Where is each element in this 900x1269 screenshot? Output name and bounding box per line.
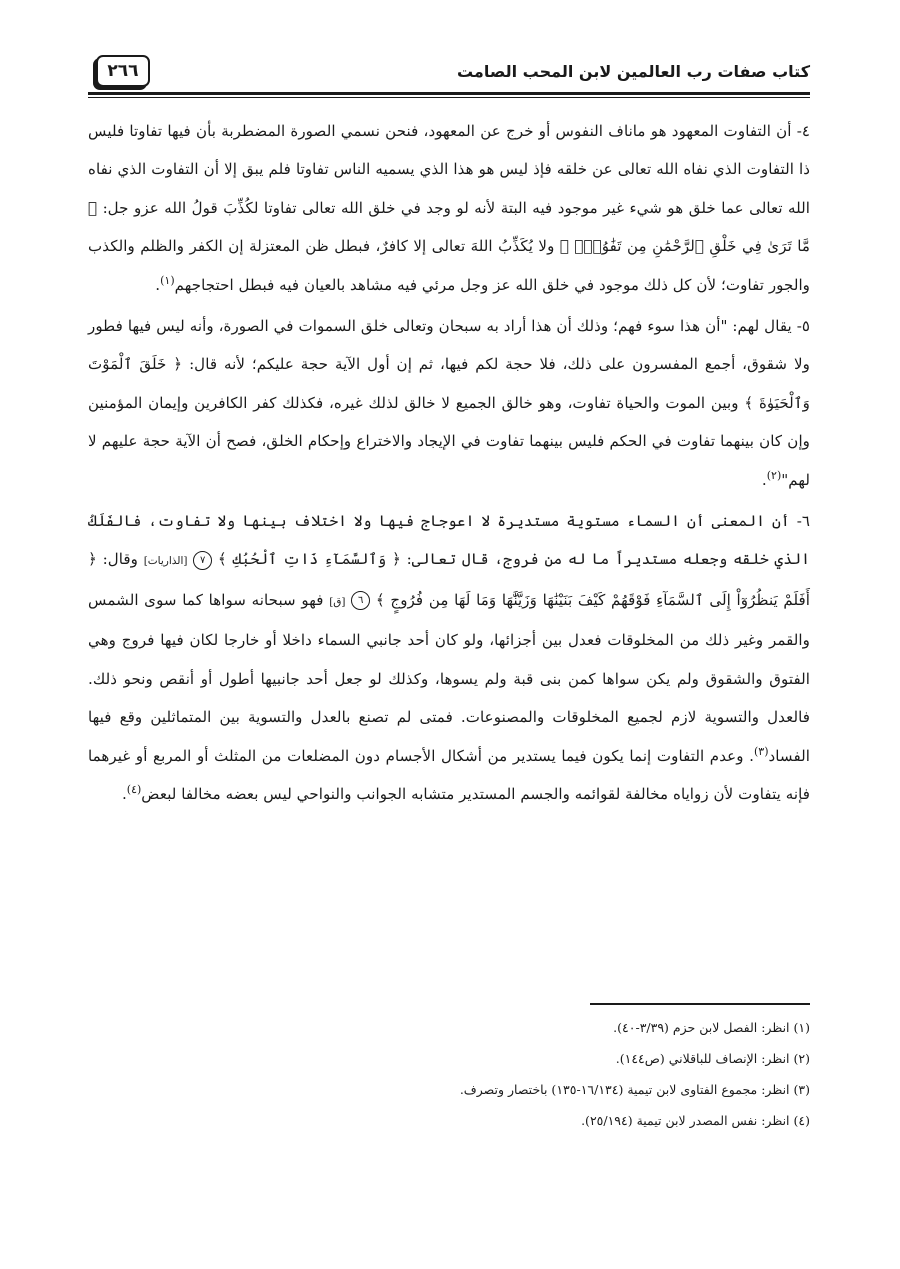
paragraph-4 bbox=[88, 112, 810, 304]
footnote-item: (٤) انظر: نفس المصدر لابن تيمية (٢٥/١٩٤). bbox=[581, 1113, 810, 1128]
quran-verse: ﴿ خَلَقَ ٱلْمَوْتَ وَٱلْحَيَوٰةَ ﴾ bbox=[88, 355, 811, 412]
header-rule bbox=[88, 92, 810, 95]
footnote-item: (٢) انظر: الإنصاف للباقلاني (ص١٤٤). bbox=[615, 1051, 810, 1066]
page-number-box: ٢٦٦ bbox=[96, 55, 150, 87]
footnote-ref[interactable]: (٤) bbox=[126, 782, 142, 796]
paragraph-text: يقال لهم: "أن هذا سوء فهم؛ وذلك أن هذا أراد به سبحان وتعالى خلق السموات في الصورة، وأنه ليس فيها فطور ولا شقوق، أجمع المفسرون على ذلك، فلا حجة لكم فيها، ثم إن أول الآية حجة عليكم؛ لأنه قال: bbox=[88, 317, 810, 374]
punctuation: . bbox=[761, 470, 767, 489]
main-text bbox=[88, 112, 810, 816]
footnote-ref[interactable]: (١) bbox=[160, 273, 175, 287]
footnote-item: (٣) انظر: مجموع الفتاوى لابن تيمية (١٦/١٣٤-١٣٥) باختصار وتصرف. bbox=[459, 1082, 810, 1097]
page-header bbox=[88, 52, 810, 92]
ayah-number-icon: ٧ bbox=[193, 551, 212, 570]
quran-verse: ﴿ أَفَلَمْ يَنظُرُوٓاْ إِلَى ٱلسَّمَآءِ فَوْقَهُمْ كَيْفَ بَنَيْنَٰهَا وَزَيَّنَّٰهَا وَمَا لَهَا مِن فُرُوجٍ ﴾ bbox=[88, 550, 811, 609]
footnote-separator bbox=[590, 1003, 810, 1005]
book-title: كتاب صفات رب العالمين لابن المحب الصامت bbox=[456, 62, 810, 81]
surah-reference: [ق] bbox=[329, 595, 346, 608]
paragraph-text: وقال: bbox=[102, 550, 138, 569]
paragraph-6 bbox=[88, 502, 810, 813]
footnote-ref[interactable]: (٢) bbox=[766, 468, 782, 482]
paragraph-number: ٦- bbox=[796, 512, 810, 531]
punctuation: . bbox=[155, 275, 161, 294]
quran-verse: ﴿ مَّا تَرَىٰ فِي خَلْقِ ٱلرَّحْمَٰنِ مِن تَفَٰوُتٍۖ ﴾ bbox=[88, 198, 811, 256]
footnotes bbox=[88, 1012, 810, 1136]
footnote-item: (١) انظر: الفصل لابن حزم (٣/٣٩-٤٠). bbox=[613, 1020, 810, 1035]
paragraph-text: ولا يُكَذِّبُ اللهَ تعالى إلا كافرٌ، فبطل ظن المعتزلة إن الكفر والظلم والكذب والجور تفاوت؛ لأن كل ذلك موجود في خلق الله عز وجل مرئي فيه مشاهد بالعيان فيه فبطل احتجاجهم bbox=[88, 237, 810, 294]
paragraph-text: أن التفاوت المعهود هو ماناف النفوس أو خرج عن المعهود، فنحن نسمي الصورة المضطربة بأن فيها تفاوتا فليس ذا التفاوت الذي نفاه الله تعالى عن خلقه فإذ ليس هو هذا الذي يسميه الناس تفاوتا فلم يبق إلا أن التفاوت الذي نفاه الله تعالى عما خلق هو شيء غير موجود فيه البتة لأنه لو وجد في خلق الله تعالى تفاوتا لكُذِّبَ قولُ الله عزو جل: bbox=[88, 122, 811, 217]
paragraph-number: ٥- bbox=[796, 317, 810, 336]
paragraph-text: فهو سبحانه سواها كما سوى الشمس والقمر وغير ذلك من المخلوقات فعدل بين أجزائها، ولو كان أحد جانبي السماء داخلا أو خارجا لكان فيها فروج وهي الفتوق والشقوق ولم يكن سواها كمن بنى قبة ولم يسوها، وكذلك لو جعل أحد جانبيها أطول أو أنقص ونحو ذلك. فالعدل والتسوية لازم لجميع المخلوقات والمصنوعات. فمتى لم تصنع بالعدل والتسوية بين المتماثلين وقع فيها الفساد bbox=[88, 590, 810, 765]
quran-verse: ﴿ وَٱلسَّمَآءِ ذَاتِ ٱلْحُبُكِ ﴾ bbox=[217, 550, 401, 569]
punctuation: . bbox=[121, 784, 127, 803]
footnote-ref[interactable]: (٣) bbox=[754, 744, 769, 758]
paragraph-number: ٤- bbox=[796, 122, 811, 140]
header-rule-thin bbox=[88, 97, 810, 98]
paragraph-5 bbox=[88, 307, 810, 499]
paragraph-text: . وعدم التفاوت إنما يكون فيما يستدير من أشكال الأجسام دون المضلعات من المثلث أو المربع أو غيرهما فإنه يتفاوت لأن زواياه مخالفة لقوائمه والجسم المستدير متشابه الجوانب والنواحي ليس بعضه مخالفا لبعض bbox=[88, 746, 810, 803]
paragraph-text: أن المعنى أن السماء مستوية مستديرة لا اعوجاج فيها ولا اختلاف بينها ولا تفاوت، فالفَلَكُ الذي خلقه وجعله مستديراً ما له من فروج، قال تعالى: bbox=[88, 512, 811, 569]
ayah-number-icon: ٦ bbox=[351, 591, 370, 610]
surah-reference: [الذاريات] bbox=[143, 555, 188, 568]
paragraph-text: وبين الموت والحياة تفاوت، وهو خالق الجميع لا خالق لذلك غيره، فكذلك كفر الكافرين وإيمان المؤمنين وإن كان بينهما تفاوت في الحكم فليس بينهما تفاوت في الإيجاد والاختراع وإحكام الخلق، فصح أن الآية حجة عليهم لا لهم" bbox=[88, 393, 810, 489]
